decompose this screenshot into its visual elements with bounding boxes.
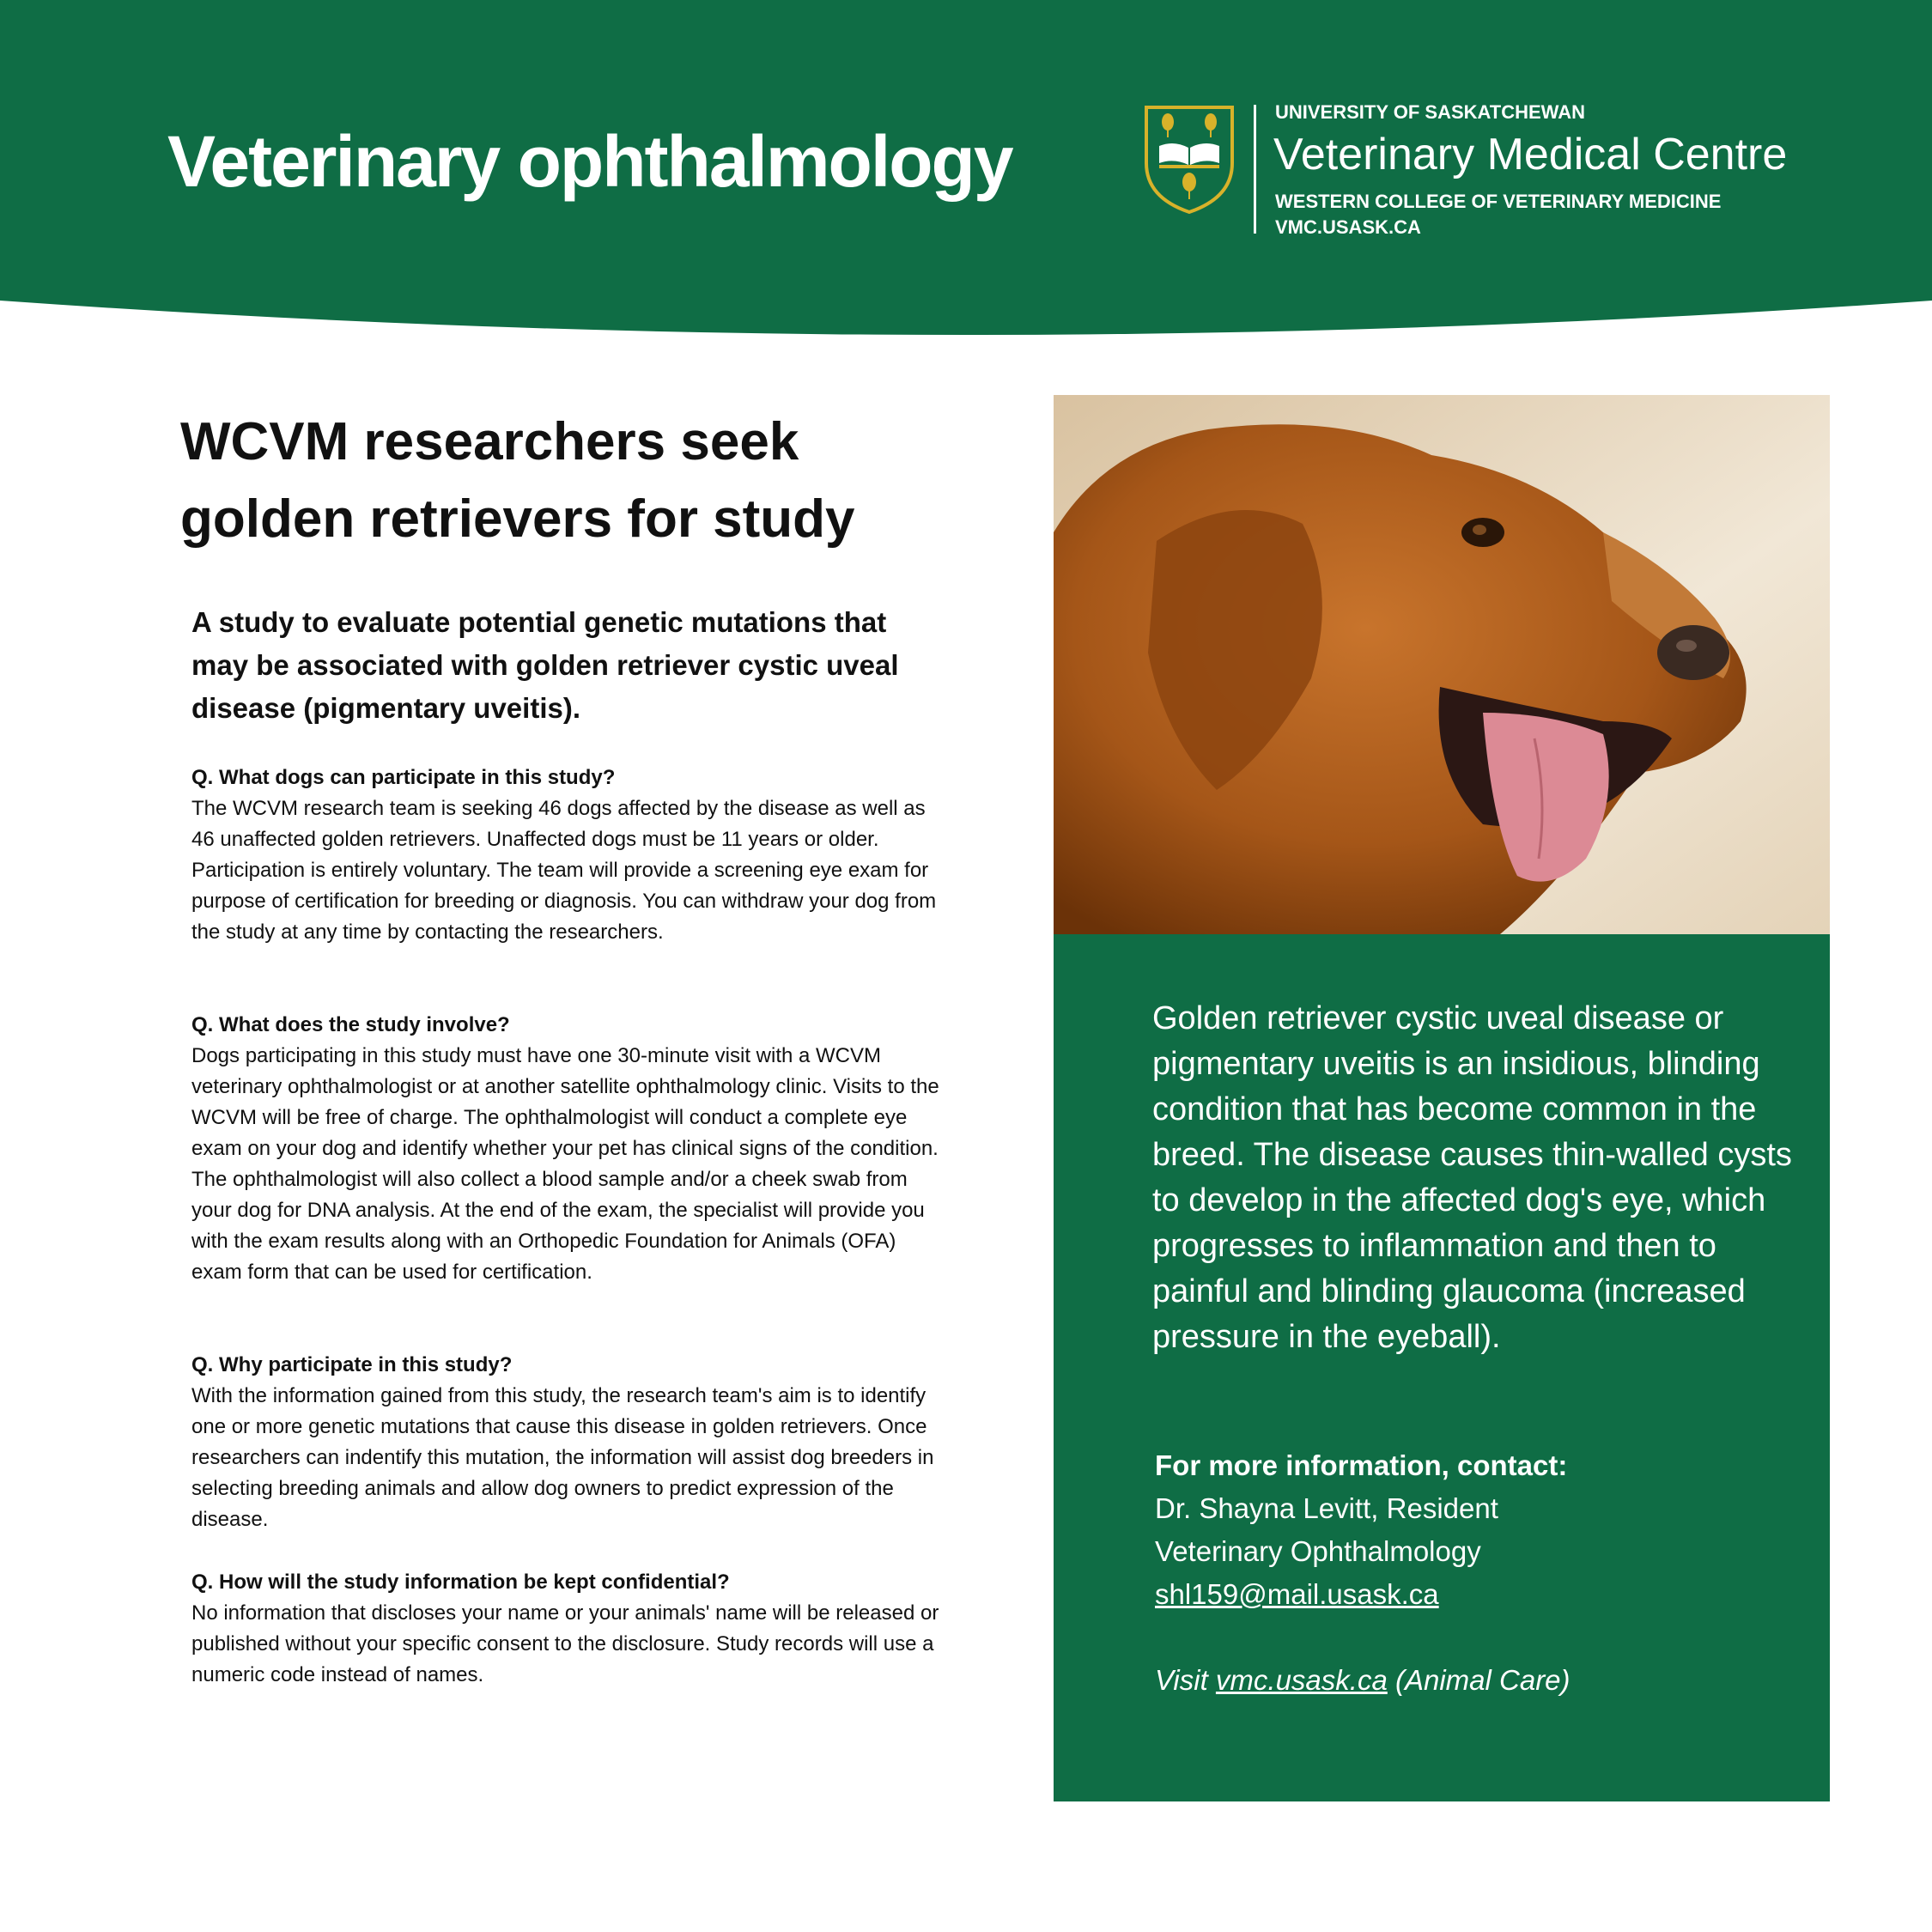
golden-retriever-photo: [1054, 395, 1830, 934]
qa-answer: No information that discloses your name or your animals' name will be released or published without your specific consent to the disclosure. Study records will use a numeric code instead of names.: [191, 1601, 939, 1686]
contact-name: Dr. Shayna Levitt, Resident: [1155, 1492, 1498, 1524]
qa-question: Q. What does the study involve?: [191, 1013, 510, 1036]
qa-item: [191, 1010, 947, 1288]
college-name: WESTERN COLLEGE OF VETERINARY MEDICINE: [1275, 191, 1722, 212]
banner-title: Veterinary ophthalmology: [167, 121, 1012, 202]
university-name: UNIVERSITY OF SASKATCHEWAN: [1275, 101, 1585, 123]
qa-question: Q. What dogs can participate in this study?: [191, 766, 616, 789]
disease-description: Golden retriever cystic uveal disease or pigmentary uveitis is an insidious, blinding condition that has become common in the breed. The disease causes thin-walled cysts to develop in the affected dog's eye, which progresses to inflammation and then to painful and blinding glaucoma (increased pressure in the eyeball).: [1152, 1000, 1792, 1355]
qa-item: [191, 1567, 947, 1691]
contact-heading: For more information, contact:: [1155, 1449, 1568, 1481]
qa-question: Q. How will the study information be kept confidential?: [191, 1571, 730, 1594]
qa-answer: Dogs participating in this study must have one 30-minute visit with a WCVM veterinary ophthalmologist or at another satellite ophthalmology clinic. Visits to the WCVM will be free of charge. The ophthalmologist will conduct a complete eye exam on your dog and identify whether your pet has clinical signs of the condition. The ophthalmologist will also collect a blood sample and/or a cheek swab from your dog for DNA analysis. At the end of the exam, the specialist will provide you with the exam results along with an Orthopedic Foundation for Animals (OFA) exam form that can be used for certification.: [191, 1044, 939, 1284]
centre-name: Veterinary Medical Centre: [1273, 130, 1788, 179]
contact-email-link[interactable]: shl159@mail.usask.ca: [1155, 1578, 1439, 1610]
qa-answer: With the information gained from this study, the research team's aim is to identify one or more genetic mutations that cause this disease in golden retrievers. Once researchers can indentify this mutation, the information will assist dog breeders in selecting breeding animals and allow dog owners to predict expression of the disease.: [191, 1384, 934, 1531]
qa-item: [191, 762, 947, 948]
contact-department: Veterinary Ophthalmology: [1155, 1535, 1481, 1567]
info-panel: [1054, 934, 1830, 1801]
visit-suffix: (Animal Care): [1387, 1664, 1571, 1696]
university-crest-icon: [1142, 103, 1236, 215]
header-divider: [1254, 105, 1256, 234]
visit-prefix: Visit: [1155, 1664, 1216, 1696]
qa-answer: The WCVM research team is seeking 46 dogs affected by the disease as well as 46 unaffected golden retrievers. Unaffected dogs must be 11 years or older. Participation is entirely voluntary. The team will provide a screening eye exam for purpose of certification for breeding or diagnosis. You can withdraw your dog from the study at any time by contacting the researchers.: [191, 797, 937, 944]
article-headline: WCVM researchers seek golden retrievers for study: [180, 412, 855, 549]
visit-website-link[interactable]: vmc.usask.ca: [1215, 1664, 1388, 1696]
qa-question: Q. Why participate in this study?: [191, 1353, 513, 1376]
visit-line: [1155, 1664, 1571, 1697]
qa-item: [191, 1350, 947, 1535]
header-url[interactable]: VMC.USASK.CA: [1275, 216, 1421, 238]
article-lead: A study to evaluate potential genetic mutations that may be associated with golden retriever cystic uveal disease (pigmentary uveitis).: [191, 606, 899, 724]
